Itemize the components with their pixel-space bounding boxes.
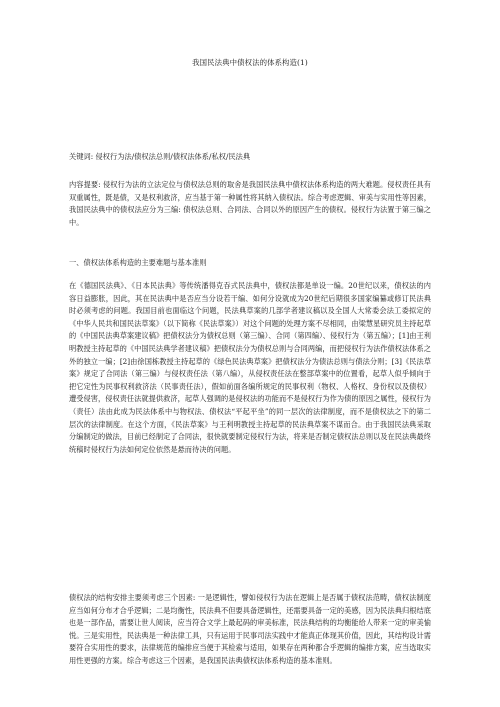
keywords-line: 关键词: 侵权行为法/债权法总则/债权法体系/私权/民法典	[69, 152, 251, 161]
body-paragraph-1: 在《德国民法典》、《日本民法典》等传统潘得克吞式民法典中，债权法都是单设一编。20世纪以来，债权法的内容日益膨胀，因此，其在民法典中是否应当分设若干编、如何分设就成为20世纪后期很多国家编纂或修订民法典时必须考虑的问题。我国目前也面临这个问题，民法典草案的几部学者建议稿以及全国人大常委会法工委拟定的《中华人民共和国民法草案》（以下简称《民法草案》）对这个问题的处理方案不尽相同，由梁慧星研究员主持起草的《中国民法典草案建议稿》把债权法分为债权总则（第三编）、合同（第四编）、侵权行为（第五编）；[1]由王利明教授主持起草的《中国民法典学者建议稿》把债权法分为债权总则与合同两编，而把侵权行为法作债权法体系之外的独立一编；[2]由徐国栋教授主持起草的《绿色民法典草案》把债权法分为债法总则与债法分则；[3]《民法草案》规定了合同法（第三编）与侵权责任法（第八编），从侵权责任法在整部草案中的位置看，起草人似乎倾向于把它定性为民事权利救济法（民事责任法），假如前面各编所规定的民事权利（物权、人格权、身份权以及债权）遭受侵害，侵权责任法就提供救济，起草人强调的是侵权法的功能而不是侵权行为作为债的原因之属性，侵权行为（责任）法由此成为民法体系中与物权法、债权法“平起平坐”的同一层次的法律制度，而不是债权法之下的第二层次的法律制度。在这个方面，《民法草案》与王利明教授主持起草的民法典草案不谋而合。由于我国民法典采取分编制定的做法，目前已经制定了合同法，很快就要制定侵权行为法，将来是否制定债权法总则以及在民法典最终统稿时侵权行为法如何定位依然是悬而待决的问题。	[69, 281, 431, 454]
body-paragraph-2: 债权法的结构安排主要须考虑三个因素: 一是逻辑性，譬如侵权行为法在逻辑上是否属于债权法范畴，债权法制度应当如何分布才合乎逻辑；二是均衡性，民法典不但要具备逻辑性，还需要具备一定的美感，因为民法典归根结底也是一部作品，需要让世人阅读，应当符合文学上最起码的审美标准，民法典结构的均衡能给人带来一定的审美愉悦。三是实用性，民法典是一种法律工具，只有运用于民事司法实践中才能真正体现其价值，因此，其结构设计需要符合实用性的要求，法律规范的编排应当便于其检索与适用，如果存在两种都合乎逻辑的编排方案，应当选取实用性更强的方案。综合考虑这三个因素，是我国民法典债权法体系构造的基本准则。	[69, 593, 431, 665]
section-heading: 一、债权法体系构造的主要难题与基本准则	[69, 258, 207, 267]
document-title: 我国民法典中债权法的体系构造(1)	[192, 58, 308, 67]
abstract-paragraph: 内容提要: 侵权行为法的立法定位与债权法总则的取舍是我国民法典中债权法体系构造的两大难题。侵权责任具有双重属性，既是债，又是权利救济，应当基于第一种属性将其纳入债权法。综合考虑逻辑、审美与实用性等因素，我国民法典中的债权法应分为三编: 债权法总则、合同法、合同以外的原因产生的债权。侵权行为法置于第三编之中。	[69, 180, 431, 227]
